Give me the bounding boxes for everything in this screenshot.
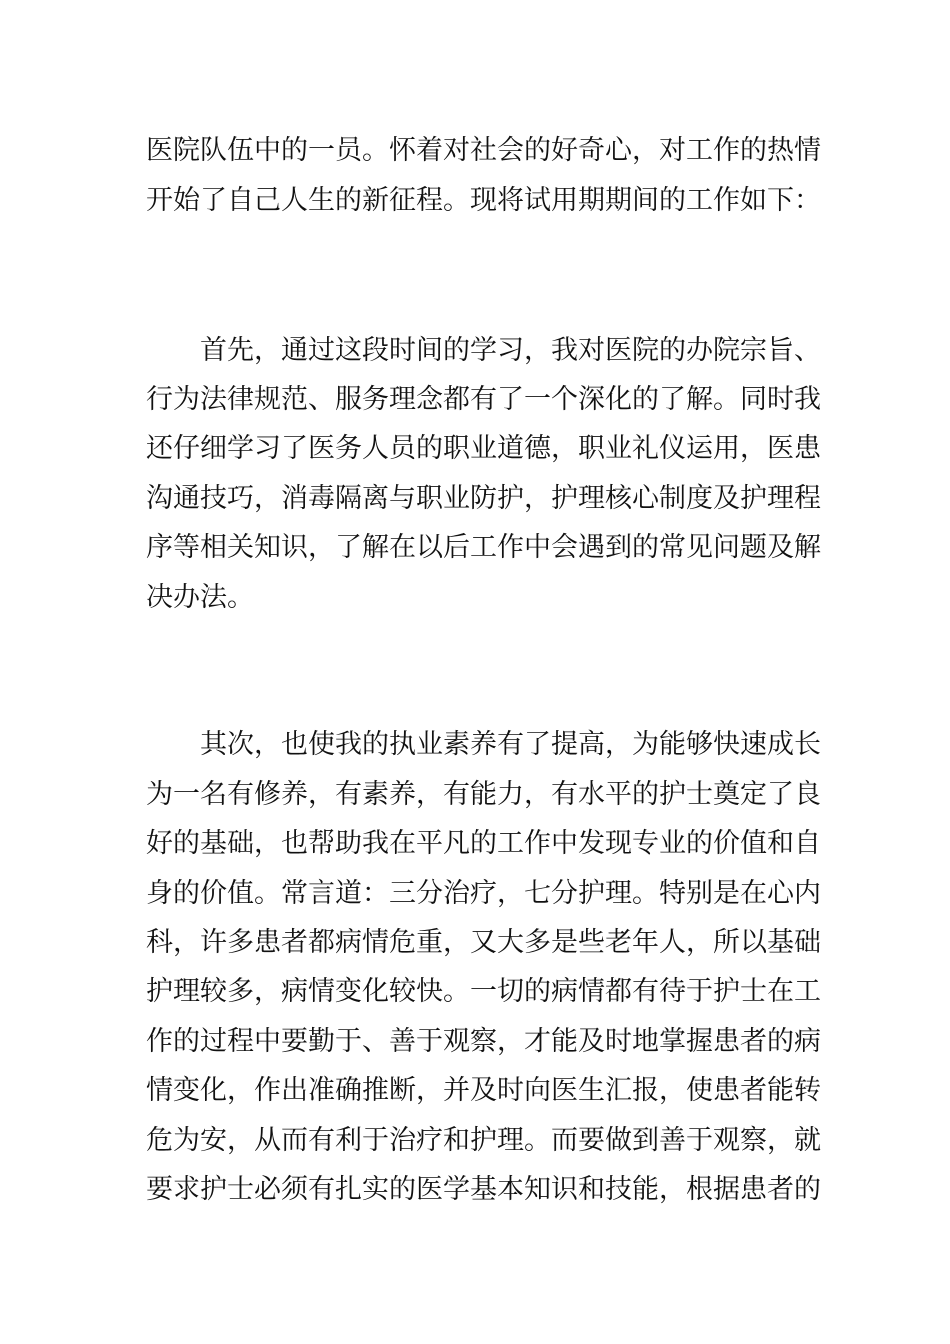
paragraph-3-line-7: 作的过程中要勤于、善于观察，才能及时地掌握患者的病 [146,1026,821,1057]
paragraph-3-line-1: 其次，也使我的执业素养有了提高，为能够快速成长 [200,729,821,760]
paragraph-2-line-5: 序等相关知识，了解在以后工作中会遇到的常见问题及解 [146,532,821,563]
paragraph-1-line-2: 开始了自己人生的新征程。现将试用期期间的工作如下： [146,185,821,216]
paragraph-2-line-1: 首先，通过这段时间的学习，我对医院的办院宗旨、 [200,335,821,366]
paragraph-3-line-10: 要求护士必须有扎实的医学基本知识和技能，根据患者的 [146,1174,821,1205]
paragraph-2-line-2: 行为法律规范、服务理念都有了一个深化的了解。同时我 [146,384,821,415]
paragraph-2-line-4: 沟通技巧，消毒隔离与职业防护，护理核心制度及护理程 [146,483,821,514]
paragraph-3-line-9: 危为安，从而有利于治疗和护理。而要做到善于观察，就 [146,1125,821,1156]
paragraph-3-line-2: 为一名有修养，有素养，有能力，有水平的护士奠定了良 [146,779,821,810]
paragraph-1-line-1: 医院队伍中的一员。怀着对社会的好奇心，对工作的热情 [146,135,821,166]
paragraph-3-line-4: 身的价值。常言道：三分治疗，七分护理。特别是在心内 [146,878,821,909]
paragraph-2-line-3: 还仔细学习了医务人员的职业道德，职业礼仪运用，医患 [146,433,821,464]
paragraph-3-line-3: 好的基础，也帮助我在平凡的工作中发现专业的价值和自 [146,828,821,859]
paragraph-3-line-6: 护理较多，病情变化较快。一切的病情都有待于护士在工 [146,976,821,1007]
paragraph-3-line-8: 情变化，作出准确推断，并及时向医生汇报，使患者能转 [146,1075,821,1106]
paragraph-2-line-6: 决办法。 [146,582,254,613]
paragraph-3-line-5: 科，许多患者都病情危重，又大多是些老年人，所以基础 [146,927,821,958]
